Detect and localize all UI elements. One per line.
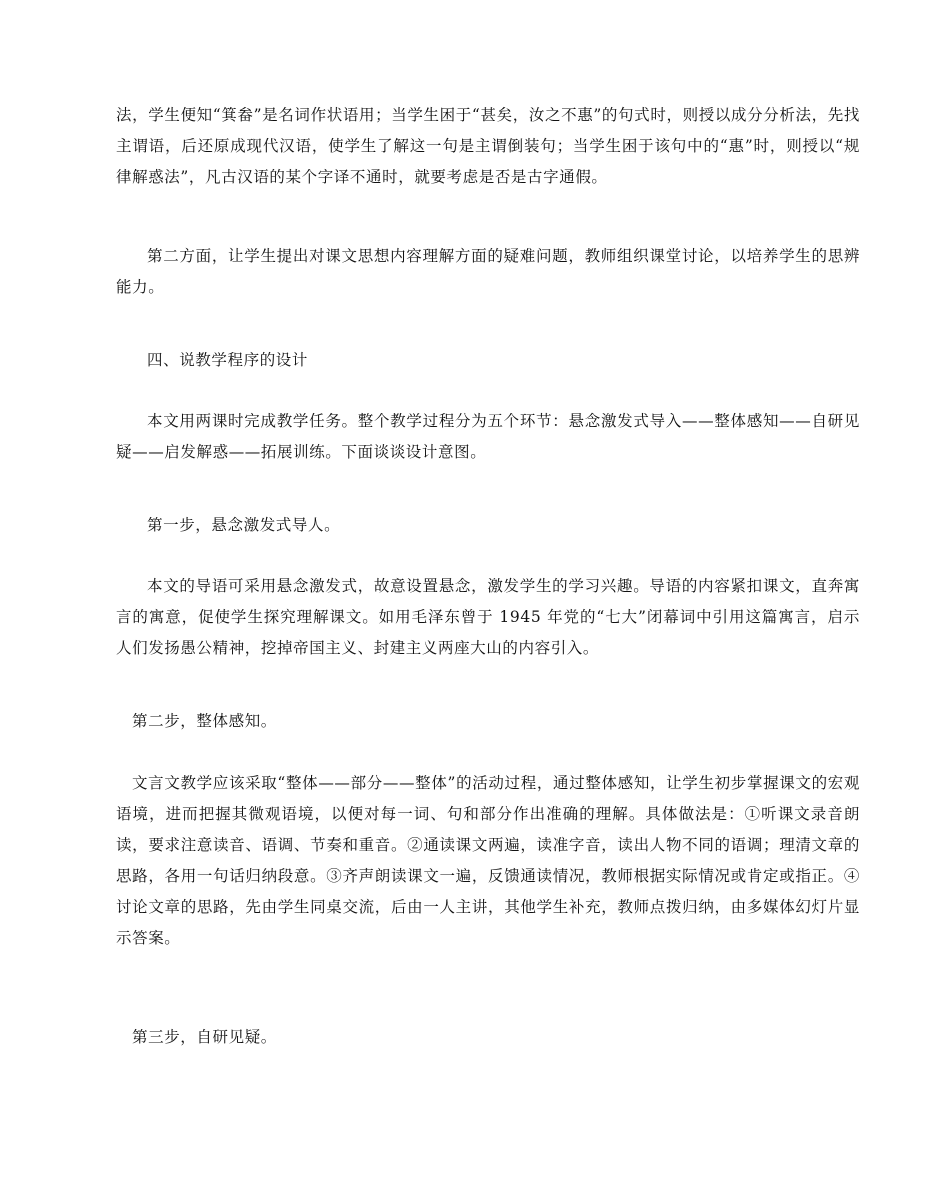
step-three-heading: 第三步，自研见疑。 <box>132 1028 277 1046</box>
step-two-heading: 第二步，整体感知。 <box>132 712 277 730</box>
paragraph-step-two: 文言文教学应该采取“整体——部分——整体”的活动过程，通过整体感知，让学生初步掌握课文的宏观语境，进而把握其微观语境，以便对每一词、句和部分作出准确的理解。具体做法是：①听课文录音朗读，要求注意读音、语调、节奏和重音。②通读课文两遍，读准字音，读出人物不同的语调；理清文章的思路，各用一句话归纳段意。③齐声朗读课文一遍，反馈通读情况，教师根据实际情况或肯定或指正。④讨论文章的思路，先由学生同桌交流，后由一人主讲，其他学生补充，教师点拨归纳，由多媒体幻灯片显示答案。 <box>116 774 860 947</box>
section-heading-procedure: 四、说教学程序的设计 <box>147 351 309 369</box>
paragraph-second-aspect: 第二方面，让学生提出对课文思想内容理解方面的疑难问题，教师组织课堂讨论，以培养学生的思辨能力。 <box>116 247 860 296</box>
step-one-heading: 第一步，悬念激发式导人。 <box>147 516 341 534</box>
paragraph-methods-continued: 法，学生便知“箕畚”是名词作状语用；当学生困于“甚矣，汝之不惠”的句式时，则授以成分分析法，先找主谓语，后还原成现代汉语，使学生了解这一句是主谓倒装句；当学生困于该句中的“惠”时，则授以“规律解惑法”，凡古汉语的某个字译不通时，就要考虑是否是古字通假。 <box>116 106 860 186</box>
paragraph-procedure-overview: 本文用两课时完成教学任务。整个教学过程分为五个环节：悬念激发式导入——整体感知——自研见疑——启发解惑——拓展训练。下面谈谈设计意图。 <box>116 412 860 461</box>
paragraph-step-one: 本文的导语可采用悬念激发式，故意设置悬念，激发学生的学习兴趣。导语的内容紧扣课文，直奔寓言的寓意，促使学生探究理解课文。如用毛泽东曾于 1945 年党的“七大”闭幕词中引用这篇寓言，启示人们发扬愚公精神，挖掉帝国主义、封建主义两座大山的内容引入。 <box>116 577 860 657</box>
